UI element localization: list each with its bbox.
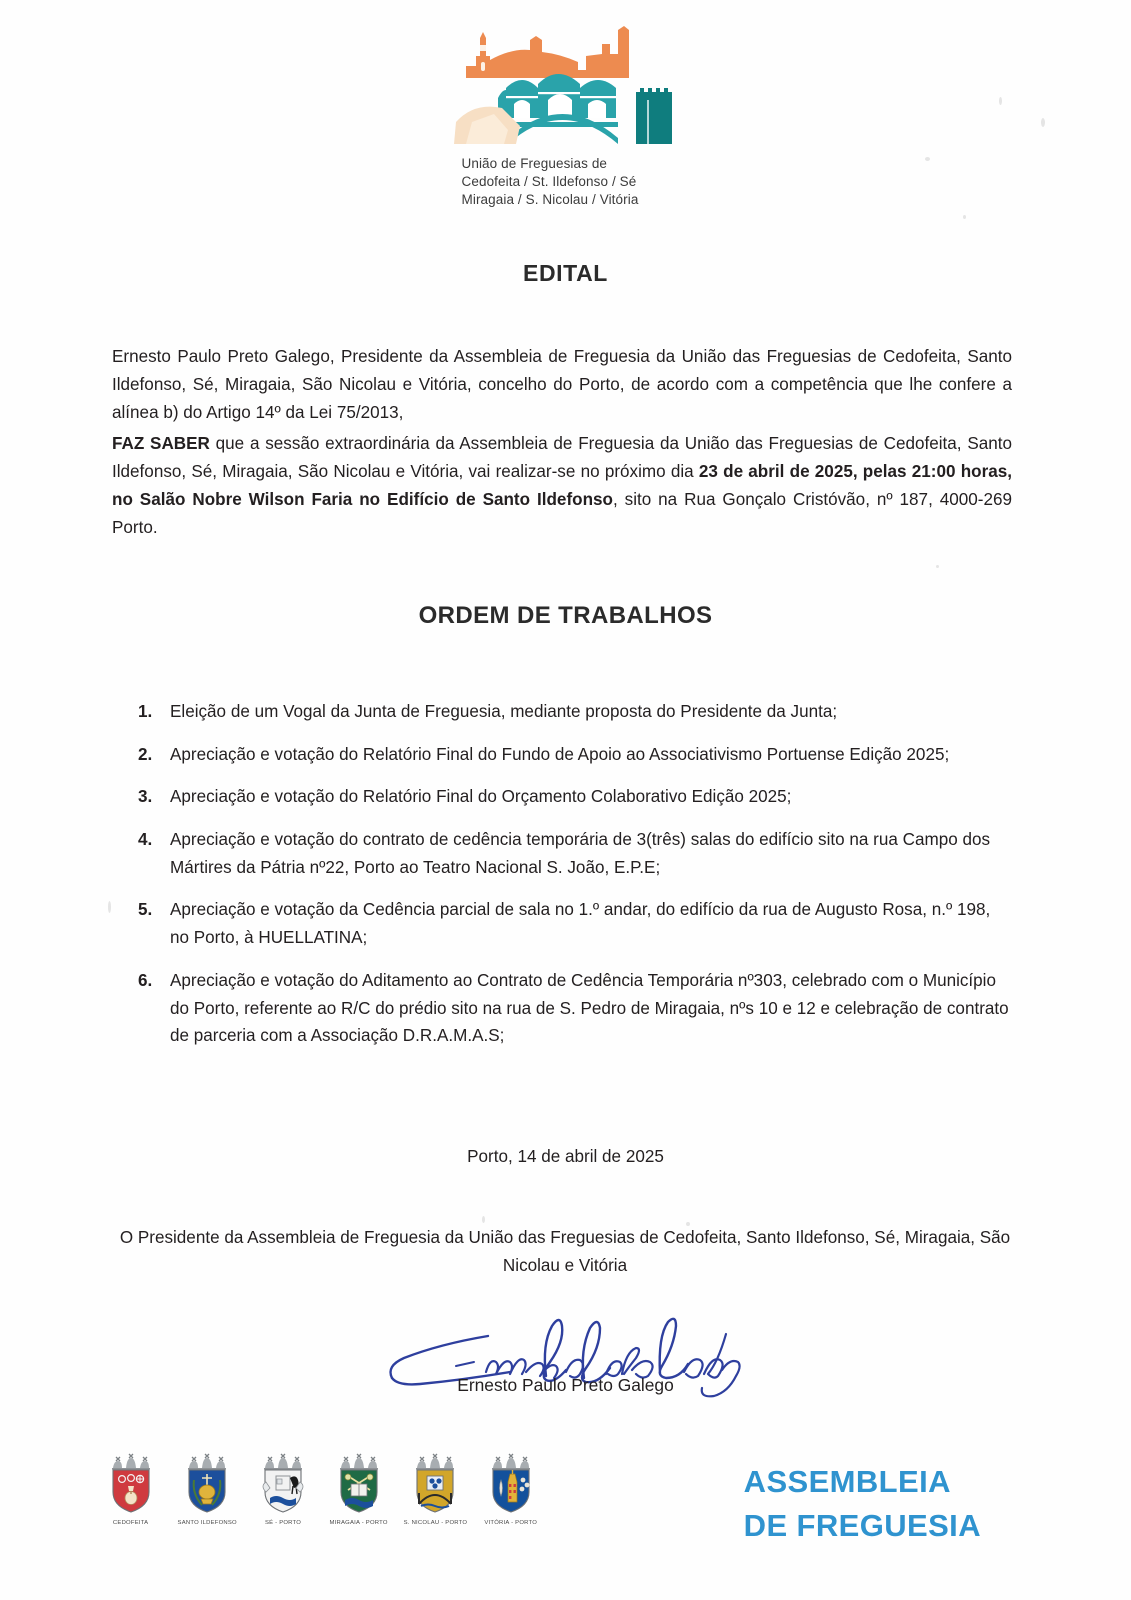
agenda-item-number: 2.: [138, 744, 153, 764]
agenda-item-number: 6.: [138, 970, 153, 990]
agenda-item-text: Apreciação e votação do Relatório Final do Orçamento Colaborativo Edição 2025;: [170, 787, 792, 807]
coat-of-arms-label: SANTO ILDEFONSO: [177, 1519, 237, 1526]
document-title: EDITAL: [523, 260, 608, 286]
brand-line-1: ASSEMBLEIA: [743, 1464, 951, 1499]
scan-speck: [482, 1216, 485, 1223]
agenda-item-text: Apreciação e votação do Relatório Final do Fundo de Apoio ao Associativismo Portuense Edição 2025;: [170, 744, 950, 764]
agenda-item-text: Apreciação e votação da Cedência parcial de sala no 1.º andar, do edifício da rua de Augusto Rosa, n.º 198, no Porto, à HUELLATINA;: [170, 900, 991, 948]
agenda-item-text: Eleição de um Vogal da Junta de Freguesia, mediante proposta do Presidente da Junta;: [170, 702, 838, 721]
place-and-date: Porto, 14 de abril de 2025: [467, 1147, 664, 1166]
coat-of-arms-label: VITÓRIA - PORTO: [484, 1519, 538, 1526]
coat-of-arms-5: [404, 1452, 466, 1526]
coat-of-arms-miragaia-icon: [332, 1452, 386, 1518]
org-line-2: Cedofeita / St. Ildefonso / Sé: [461, 173, 637, 189]
coat-of-arms-label: SÉ - PORTO: [264, 1519, 302, 1526]
brand-line-2: DE FREGUESIA: [743, 1508, 981, 1544]
agenda-item-number: 5.: [138, 900, 153, 920]
agenda-item-text: Apreciação e votação do contrato de cedência temporária de 3(três) salas do edifício sito na rua Campo dos Mártires da Pátria nº22, Porto ao Teatro Nacional S. João, E.P.E;: [170, 830, 991, 877]
coat-of-arms-2: [176, 1452, 238, 1526]
scan-speck: [963, 215, 966, 219]
coat-of-arms-label: S. NICOLAU - PORTO: [403, 1519, 467, 1526]
coat-of-arms-vitoria-icon: [484, 1452, 538, 1518]
coat-of-arms-6: [480, 1452, 542, 1526]
intro-paragraph: Ernesto Paulo Preto Galego, Presidente da Assembleia de Freguesia da União das Freguesias de Cedofeita, Santo Ildefonso, Sé, Miragaia, São Nicolau e Vitória, concelho do Porto, de acordo com a competência que lhe confere a alínea b) do Artigo 14º da Lei 75/2013,: [112, 347, 1012, 423]
agenda-list: [112, 698, 1012, 1065]
coat-of-arms-label: MIRAGAIA - PORTO: [329, 1519, 389, 1526]
signer-name: Ernesto Paulo Preto Galego: [457, 1375, 674, 1395]
assembleia-brand: [744, 1460, 981, 1548]
agenda-item-number: 3.: [138, 787, 153, 807]
document-header: [0, 26, 1131, 209]
agenda-item: [112, 698, 1012, 726]
agenda-item-number: 4.: [138, 830, 153, 850]
signer-role-line: O Presidente da Assembleia de Freguesia da União das Freguesias de Cedofeita, Santo Ildefonso, Sé, Miragaia, São Nicolau e Vitória: [119, 1228, 1011, 1275]
coat-of-arms-4: [328, 1452, 390, 1526]
agenda-item: [112, 741, 1012, 769]
agenda-item-text: Apreciação e votação do Aditamento ao Contrato de Cedência Temporária nº303, celebrado com o Município do Porto, referente ao R/C do prédio sito na rua de S. Pedro de Miragaia, nºs 10 e 12 e celebração de contrato de parceria com a Associação D.R.A.M.A.S;: [170, 970, 1009, 1046]
faz-saber-paragraph: FAZ SABER que a sessão extraordinária da Assembleia de Freguesia da União das Freguesias de Cedofeita, Santo Ildefonso, Sé, Miragaia, São Nicolau e Vitória, vai realizar-se no próximo dia 23 de abril de 2025, pelas 21:00 horas, no Salão Nobre Wilson Faria no Edifício de Santo Ildefonso, sito na Rua Gonçalo Cristóvão, nº 187, 4000-269 Porto.: [112, 434, 1012, 538]
porto-skyline-logo-icon: [450, 26, 682, 146]
agenda-item-number: 1.: [138, 702, 153, 721]
agenda-item: [112, 826, 1012, 881]
agenda-heading: ORDEM DE TRABALHOS: [418, 602, 713, 629]
coat-of-arms-se-icon: [256, 1452, 310, 1518]
coat-of-arms-cedofeita-icon: [104, 1452, 158, 1518]
org-line-1: União de Freguesias de: [461, 156, 608, 171]
agenda-item: [112, 967, 1012, 1050]
coat-of-arms-s-nicolau-icon: [408, 1452, 462, 1518]
agenda-item: [112, 783, 1012, 811]
document-footer: [0, 1452, 1131, 1600]
organization-name: [450, 155, 682, 209]
coat-of-arms-label: CEDOFEITA: [113, 1519, 149, 1526]
coat-of-arms-santo-ildefonso-icon: [180, 1452, 234, 1518]
agenda-item: [112, 896, 1012, 951]
scan-speck: [936, 565, 939, 568]
coat-of-arms-3: [252, 1452, 314, 1526]
coat-of-arms-1: [100, 1452, 162, 1526]
coat-of-arms-row: [0, 1452, 542, 1526]
org-line-3: Miragaia / S. Nicolau / Vitória: [461, 191, 639, 207]
scan-speck: [108, 901, 111, 913]
